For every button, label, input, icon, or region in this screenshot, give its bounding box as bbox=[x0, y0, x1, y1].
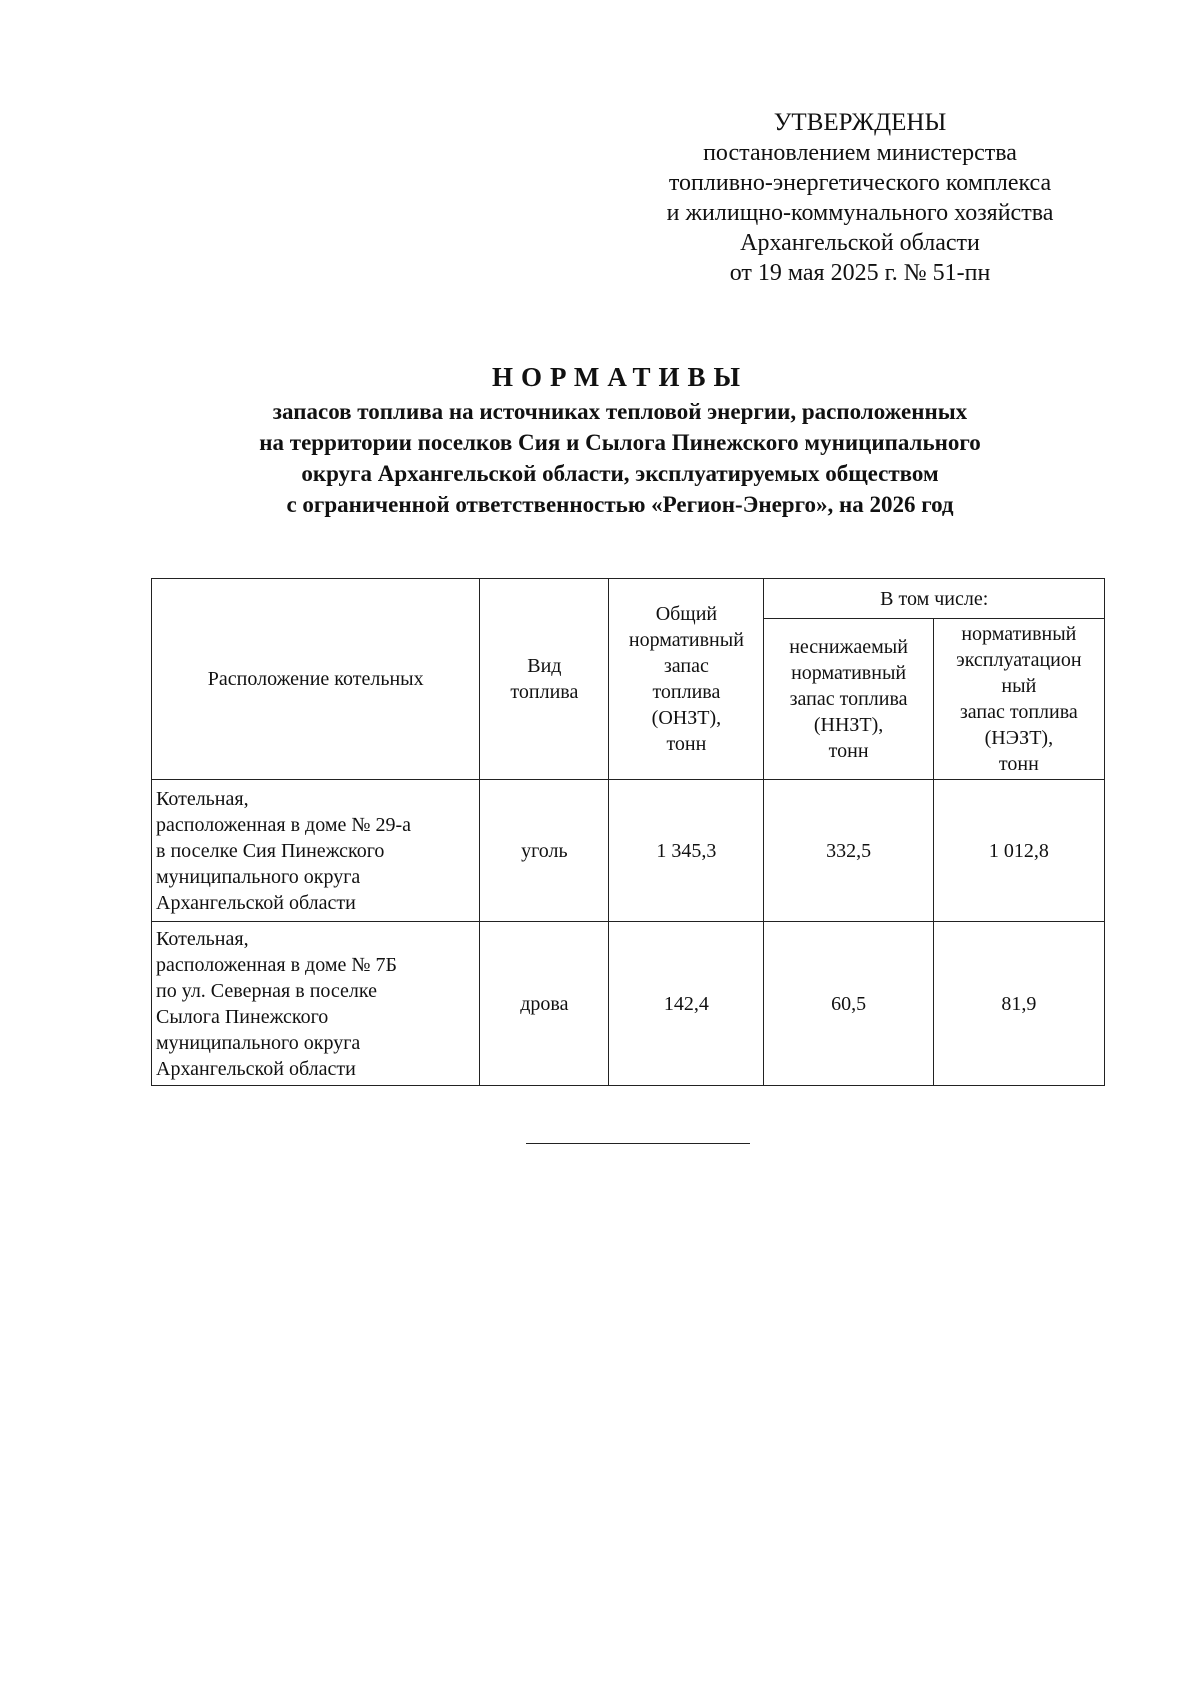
row-nnzt: 60,5 bbox=[764, 922, 933, 1086]
approval-line-3: и жилищно-коммунального хозяйства bbox=[666, 200, 1054, 226]
header-total: Общий нормативный запас топлива (ОНЗТ), тонн bbox=[609, 579, 764, 780]
row-fuel: дрова bbox=[480, 922, 609, 1086]
document-title bbox=[120, 360, 1120, 520]
approval-date-number: от 19 мая 2025 г. № 51-пн bbox=[729, 260, 991, 286]
row-location: Котельная, расположенная в доме № 7Б по ул. Северная в поселке Сылога Пинежского муниципального округа Архангельской области bbox=[152, 922, 480, 1086]
header-fuel: Вид топлива bbox=[480, 579, 609, 780]
subtitle-line-2: на территории поселков Сия и Сылога Пинежского муниципального bbox=[259, 430, 981, 455]
row-nezt: 1 012,8 bbox=[933, 780, 1104, 922]
row-nezt: 81,9 bbox=[933, 922, 1104, 1086]
subtitle-line-1: запасов топлива на источниках тепловой энергии, расположенных bbox=[272, 399, 968, 424]
row-location: Котельная, расположенная в доме № 29-а в поселке Сия Пинежского муниципального округа Архангельской области bbox=[152, 780, 480, 922]
approval-line-1: постановлением министерства bbox=[703, 140, 1017, 166]
header-including: В том числе: bbox=[764, 579, 1105, 619]
header-nezt: нормативный эксплуатацион ный запас топлива (НЭЗТ), тонн bbox=[933, 619, 1104, 780]
fuel-reserve-table bbox=[151, 578, 1105, 1086]
end-divider bbox=[526, 1143, 750, 1144]
row-nnzt: 332,5 bbox=[764, 780, 933, 922]
header-nnzt: неснижаемый нормативный запас топлива (ННЗТ), тонн bbox=[764, 619, 933, 780]
table-header-row bbox=[152, 579, 1105, 619]
approved-label: УТВЕРЖДЕНЫ bbox=[773, 109, 947, 136]
row-total: 1 345,3 bbox=[609, 780, 764, 922]
row-fuel: уголь bbox=[480, 780, 609, 922]
title-subtitle bbox=[120, 396, 1120, 520]
title-heading: НОРМАТИВЫ bbox=[491, 362, 749, 392]
approval-line-2: топливно-энергетического комплекса bbox=[668, 170, 1052, 196]
approval-line-4: Архангельской области bbox=[740, 230, 980, 256]
table-row bbox=[152, 922, 1105, 1086]
approval-block bbox=[600, 108, 1120, 288]
subtitle-line-3: округа Архангельской области, эксплуатируемых обществом bbox=[301, 461, 939, 486]
subtitle-line-4: с ограниченной ответственностью «Регион-Энерго», на 2026 год bbox=[286, 492, 954, 517]
header-location: Расположение котельных bbox=[152, 579, 480, 780]
table-row bbox=[152, 780, 1105, 922]
row-total: 142,4 bbox=[609, 922, 764, 1086]
